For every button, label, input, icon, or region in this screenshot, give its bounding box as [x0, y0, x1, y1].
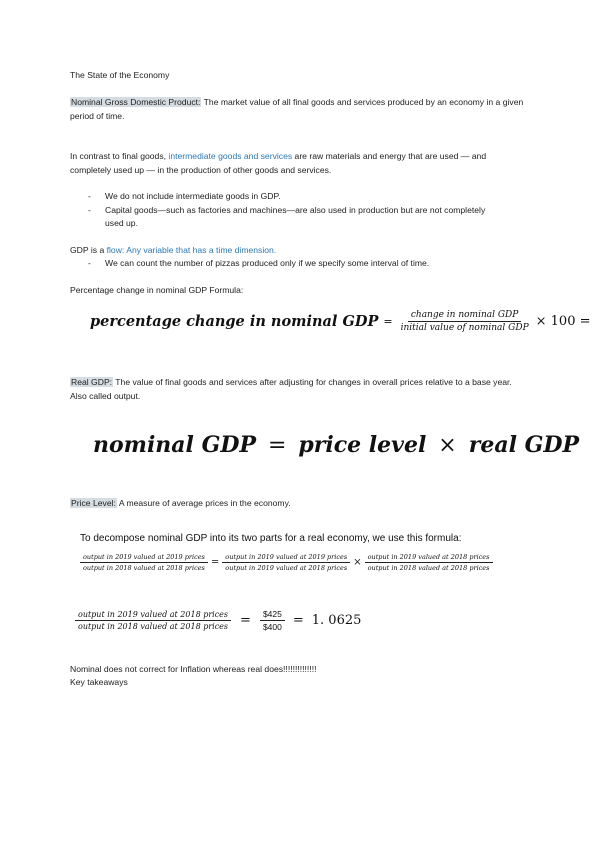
identity-times: ×	[438, 432, 457, 458]
fraction-numerator: change in nominal GDP	[408, 310, 521, 322]
list-item: - Capital goods—such as factories and machines—are also used in production but are not completely used up.	[70, 204, 500, 231]
fraction-denominator: initial value of nominal GDP	[400, 323, 529, 333]
pct-change-heading-text: Percentage change in nominal GDP Formula:	[70, 285, 244, 295]
percentage-change-formula	[90, 310, 591, 333]
list-item: - We can count the number of pizzas produced only if we specify some interval of time.	[70, 257, 525, 271]
nominal-gdp-definition	[70, 96, 525, 123]
identity-equals: =	[267, 432, 287, 458]
formula-fraction	[398, 310, 532, 333]
contrast-pre-text: In contrast to final goods,	[70, 151, 169, 161]
decomp-fraction-middle	[222, 553, 350, 572]
real-gdp-def-text: The value of final goods and services after adjusting for changes in overall prices relative to a base year. Also called output.	[70, 377, 512, 401]
list-item: - We do not include intermediate goods in GDP.	[70, 190, 500, 204]
real-output-denominator: output in 2018 valued at 2018 prices	[78, 622, 229, 631]
decompose-intro-text: To decompose nominal GDP into its two parts for a real economy, we use this formula:	[80, 533, 462, 544]
intermediate-goods-link[interactable]: intermediate goods and services	[168, 151, 293, 161]
dollar-denominator: $400	[262, 622, 282, 632]
decomposition-formula	[80, 553, 493, 572]
page-title-text: The State of the Economy	[70, 70, 170, 80]
decomp-middle-denominator: output in 2019 valued at 2018 prices	[225, 564, 348, 572]
real-output-numerator: output in 2019 valued at 2018 prices	[75, 610, 231, 621]
nominal-gdp-identity	[93, 432, 579, 458]
nominal-gdp-term: Nominal Gross Domestic Product:	[71, 97, 201, 107]
closing-note	[70, 663, 316, 677]
flow-link[interactable]: flow	[106, 245, 122, 255]
decomp-middle-numerator: output in 2019 valued at 2019 prices	[222, 553, 350, 563]
dollar-numerator: $425	[260, 609, 285, 621]
computation-equals-2: =	[292, 613, 304, 628]
decomp-times: ×	[353, 557, 362, 568]
real-gdp-term: Real GDP:	[71, 377, 113, 387]
gdp-is-text: GDP is a	[70, 245, 107, 255]
formula-equals: =	[383, 315, 393, 328]
intermediate-goods-paragraph	[70, 150, 525, 177]
identity-nominal-gdp: nominal GDP	[93, 432, 256, 458]
decomp-right-numerator: output in 2019 valued at 2018 prices	[365, 553, 493, 563]
decomp-left-numerator: output in 2019 valued at 2019 prices	[80, 553, 208, 563]
closing-note-text: Nominal does not correct for Inflation whereas real does!!!!!!!!!!!!!!	[70, 664, 317, 674]
contrast-post-text: are raw materials and energy that are used — and completely used up — in the production of other goods and services.	[70, 151, 487, 175]
formula-lhs: percentage change in nominal GDP	[90, 313, 379, 330]
formula-times-100: × 100 =	[535, 314, 591, 329]
nominal-gdp-def-text: The market value of all final goods and services produced by an economy in a given period of time.	[70, 97, 524, 121]
bullet-list-flow	[70, 257, 525, 271]
identity-price-level: price level	[298, 432, 427, 458]
decompose-intro	[80, 533, 461, 544]
key-takeaways-heading	[70, 676, 128, 690]
decomp-right-denominator: output in 2018 valued at 2018 prices	[367, 564, 490, 572]
computation-result: 1. 0625	[311, 613, 362, 628]
real-output-fraction	[75, 610, 231, 631]
price-level-def-text: A measure of average prices in the economy.	[116, 498, 291, 508]
decomp-left-denominator: output in 2018 valued at 2018 prices	[83, 564, 205, 572]
real-growth-computation	[75, 609, 361, 632]
page-title	[70, 69, 169, 83]
price-level-term: Price Level:	[71, 498, 116, 508]
real-gdp-definition	[70, 376, 530, 403]
computation-equals-1: =	[240, 613, 251, 628]
key-takeaways-text: Key takeaways	[70, 677, 128, 687]
decomp-equals: =	[210, 557, 220, 568]
price-level-definition	[70, 497, 291, 511]
decomp-fraction-right	[365, 553, 493, 572]
flow-definition: : Any variable that has a time dimension.	[121, 245, 277, 255]
pct-change-heading	[70, 284, 243, 298]
identity-real-gdp: real GDP	[468, 432, 580, 458]
bullet-list-intermediate	[70, 190, 500, 231]
dollar-fraction	[260, 609, 285, 632]
gdp-flow-line	[70, 244, 276, 258]
decomp-fraction-left	[80, 553, 208, 572]
